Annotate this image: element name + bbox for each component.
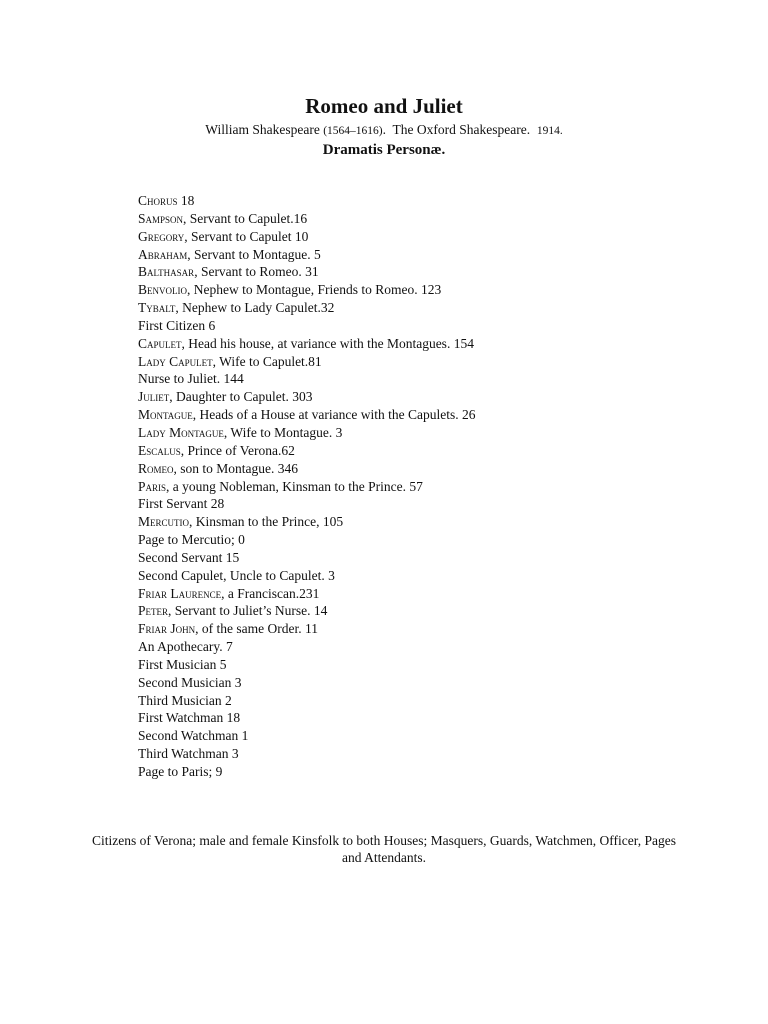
- role-item: [138, 478, 738, 496]
- role-description: , Servant to Juliet’s Nurse. 14: [168, 603, 328, 619]
- role-description: , Wife to Capulet.81: [212, 353, 322, 369]
- role-name: Friar Laurence: [138, 585, 222, 601]
- role-name: Chorus: [138, 193, 178, 208]
- byline-author: William Shakespeare: [205, 122, 320, 137]
- role-item: [138, 531, 738, 549]
- role-name: Benvolio: [138, 282, 187, 298]
- byline-year: 1914.: [536, 125, 563, 137]
- role-description: Page to Paris; 9: [138, 764, 223, 779]
- role-item: [138, 228, 738, 246]
- role-item: [138, 210, 738, 228]
- role-name: Friar John: [138, 621, 196, 637]
- role-item: [138, 406, 738, 424]
- role-item: [138, 513, 738, 531]
- role-description: , Servant to Romeo. 31: [194, 264, 319, 280]
- role-description: First Citizen 6: [138, 317, 216, 333]
- role-item: [138, 388, 738, 406]
- role-description: , Wife to Montague. 3: [223, 424, 343, 440]
- byline-dates: (1564–1616): [323, 125, 383, 137]
- byline-edition: The Oxford Shakespeare.: [392, 122, 531, 137]
- role-item: [138, 745, 738, 763]
- role-name: Balthasar: [138, 264, 195, 280]
- role-item: [138, 585, 738, 603]
- role-name: Lady Capulet: [138, 353, 213, 369]
- role-item: [138, 335, 738, 353]
- role-item: [138, 602, 738, 620]
- role-description: Third Musician 2: [138, 692, 232, 708]
- role-name: Escalus: [138, 442, 181, 458]
- role-item: [138, 317, 738, 335]
- role-description: , Prince of Verona.62: [180, 442, 295, 458]
- role-item: [138, 674, 738, 692]
- role-description: Third Watchman 3: [138, 746, 239, 762]
- role-name: Mercutio: [138, 514, 190, 530]
- role-name: Tybalt: [138, 300, 176, 316]
- role-description: , Kinsman to the Prince, 105: [189, 514, 344, 530]
- role-item: [138, 692, 738, 710]
- role-item: [138, 709, 738, 727]
- role-name: Montague: [138, 407, 193, 423]
- footer-note: Citizens of Verona; male and female Kinsfolk to both Houses; Masquers, Guards, Watchmen, Officer, Pages and Attendants.: [92, 833, 676, 865]
- role-item: [138, 353, 738, 371]
- role-description: First Watchman 18: [138, 710, 241, 726]
- role-description: , son to Montague. 346: [173, 460, 299, 476]
- role-description: An Apothecary. 7: [138, 639, 233, 655]
- role-description: 18: [177, 193, 195, 208]
- document-title: Romeo and Juliet: [305, 94, 463, 118]
- role-item: [138, 263, 738, 281]
- byline: William Shakespeare (1564–1616). The Oxford Shakespeare. 1914.: [205, 122, 563, 137]
- role-description: Second Watchman 1: [138, 728, 249, 744]
- role-item: [138, 567, 738, 585]
- document-subtitle: Dramatis Personæ.: [322, 142, 446, 158]
- role-description: , Servant to Montague. 5: [187, 246, 321, 262]
- role-item: [138, 246, 738, 264]
- role-item: [138, 460, 738, 478]
- role-description: , Servant to Capulet.16: [183, 210, 308, 226]
- role-description: , Daughter to Capulet. 303: [169, 389, 313, 405]
- role-name: Gregory: [138, 228, 185, 244]
- role-description: , Servant to Capulet 10: [184, 228, 309, 244]
- role-name: Abraham: [138, 246, 188, 262]
- role-name: Lady Montague: [138, 424, 224, 440]
- role-item: [138, 424, 738, 442]
- role-name: Capulet: [138, 335, 182, 351]
- dramatis-personae-list: [138, 192, 738, 781]
- role-description: , a Franciscan.231: [221, 585, 320, 601]
- role-description: , Head his house, at variance with the Montagues. 154: [181, 335, 474, 351]
- role-item: [138, 442, 738, 460]
- role-description: Second Capulet, Uncle to Capulet. 3: [138, 567, 335, 583]
- role-description: Page to Mercutio; 0: [138, 532, 245, 548]
- role-name: Sampson: [138, 210, 184, 226]
- role-description: Second Musician 3: [138, 674, 242, 690]
- role-description: , Heads of a House at variance with the Capulets. 26: [192, 407, 476, 423]
- role-name: Romeo: [138, 460, 174, 476]
- role-description: , of the same Order. 11: [195, 621, 318, 637]
- role-description: , Nephew to Montague, Friends to Romeo. 123: [187, 282, 442, 298]
- role-item: [138, 727, 738, 745]
- role-item: [138, 763, 738, 781]
- role-name: Juliet: [138, 389, 170, 405]
- role-description: Nurse to Juliet. 144: [138, 371, 244, 387]
- role-item: [138, 192, 738, 210]
- role-description: Second Servant 15: [138, 549, 240, 565]
- role-item: [138, 638, 738, 656]
- role-name: Peter: [138, 603, 169, 619]
- role-description: , a young Nobleman, Kinsman to the Prince. 57: [166, 478, 423, 494]
- role-description: , Nephew to Lady Capulet.32: [175, 300, 335, 316]
- role-description: First Musician 5: [138, 656, 227, 672]
- role-item: [138, 549, 738, 567]
- role-item: [138, 370, 738, 388]
- role-item: [138, 299, 738, 317]
- role-name: Paris: [138, 478, 167, 494]
- role-description: First Servant 28: [138, 496, 225, 512]
- role-item: [138, 620, 738, 638]
- role-item: [138, 281, 738, 299]
- role-item: [138, 495, 738, 513]
- role-item: [138, 656, 738, 674]
